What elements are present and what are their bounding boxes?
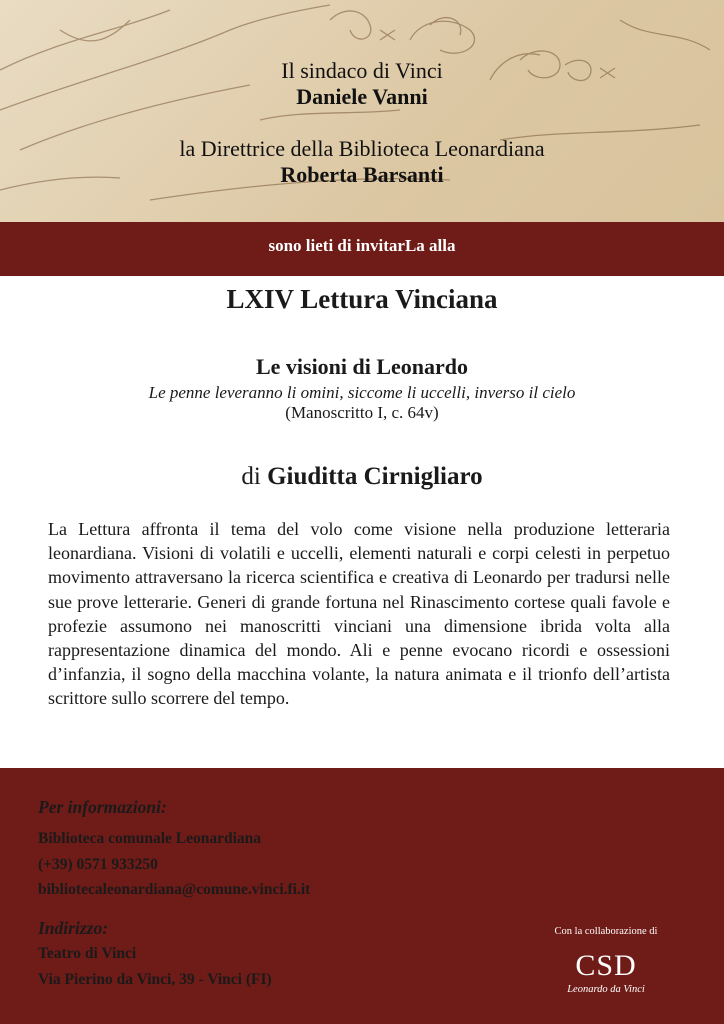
csd-logo-text: CSD [575, 949, 637, 982]
event-source: (Manoscritto I, c. 64v) [285, 403, 439, 422]
mayor-name: Daniele Vanni [296, 84, 428, 109]
director-title: la Direttrice della Biblioteca Leonardiana [179, 136, 545, 161]
manuscript-header [0, 0, 724, 222]
csd-logo [566, 946, 646, 982]
event-author [0, 463, 724, 491]
collaboration-logo-sub: Leonardo da Vinci [567, 984, 645, 995]
invite-text: sono lieti di invitarLa alla [268, 236, 456, 255]
director-name: Roberta Barsanti [280, 162, 444, 187]
event-quote: Le penne leveranno li omini, siccome li uccelli, inverso il cielo [148, 383, 576, 402]
info-phone[interactable]: (+39) 0571 933250 [38, 856, 158, 873]
event-description: La Lettura affronta il tema del volo come visione nella produzione letteraria leonardiana. Visioni di volatili e uccelli, elementi naturali e corpi celesti in perpetuo movimento attraversano la ricerca scientifica e creativa di Leonardo per tradursi nelle sue prove letterarie. Generi di grande fortuna nel Rinascimento cortese quali favole e profezie assumono nei manoscritti vinciani una dimensione ibrida volta alla rappresentazione dinamica del mondo. Ali e penne evocano ricordi e ossessioni d’infanzia, il sogno della macchina volante, la natura animata e il trionfo dell’artista scrittore sullo scorrere del tempo. [48, 519, 670, 709]
event-subtitle: Le visioni di Leonardo [255, 354, 469, 379]
mayor-title: Il sindaco di Vinci [281, 58, 443, 83]
author-prefix: di [241, 463, 261, 490]
event-title: LXIV Lettura Vinciana [226, 284, 498, 314]
info-library: Biblioteca comunale Leonardiana [38, 830, 262, 847]
info-email[interactable]: bibliotecaleonardiana@comune.vinci.fi.it [38, 881, 311, 898]
address-venue: Teatro di Vinci [38, 945, 137, 962]
info-heading: Per informazioni: [38, 797, 167, 817]
manuscript-sketch [0, 0, 724, 222]
address-heading: Indirizzo: [38, 918, 109, 938]
author-name: Giuditta Cirnigliaro [267, 463, 483, 490]
collaboration-label: Con la collaborazione di [554, 926, 658, 937]
address-street: Via Pierino da Vinci, 39 - Vinci (FI) [38, 971, 272, 988]
